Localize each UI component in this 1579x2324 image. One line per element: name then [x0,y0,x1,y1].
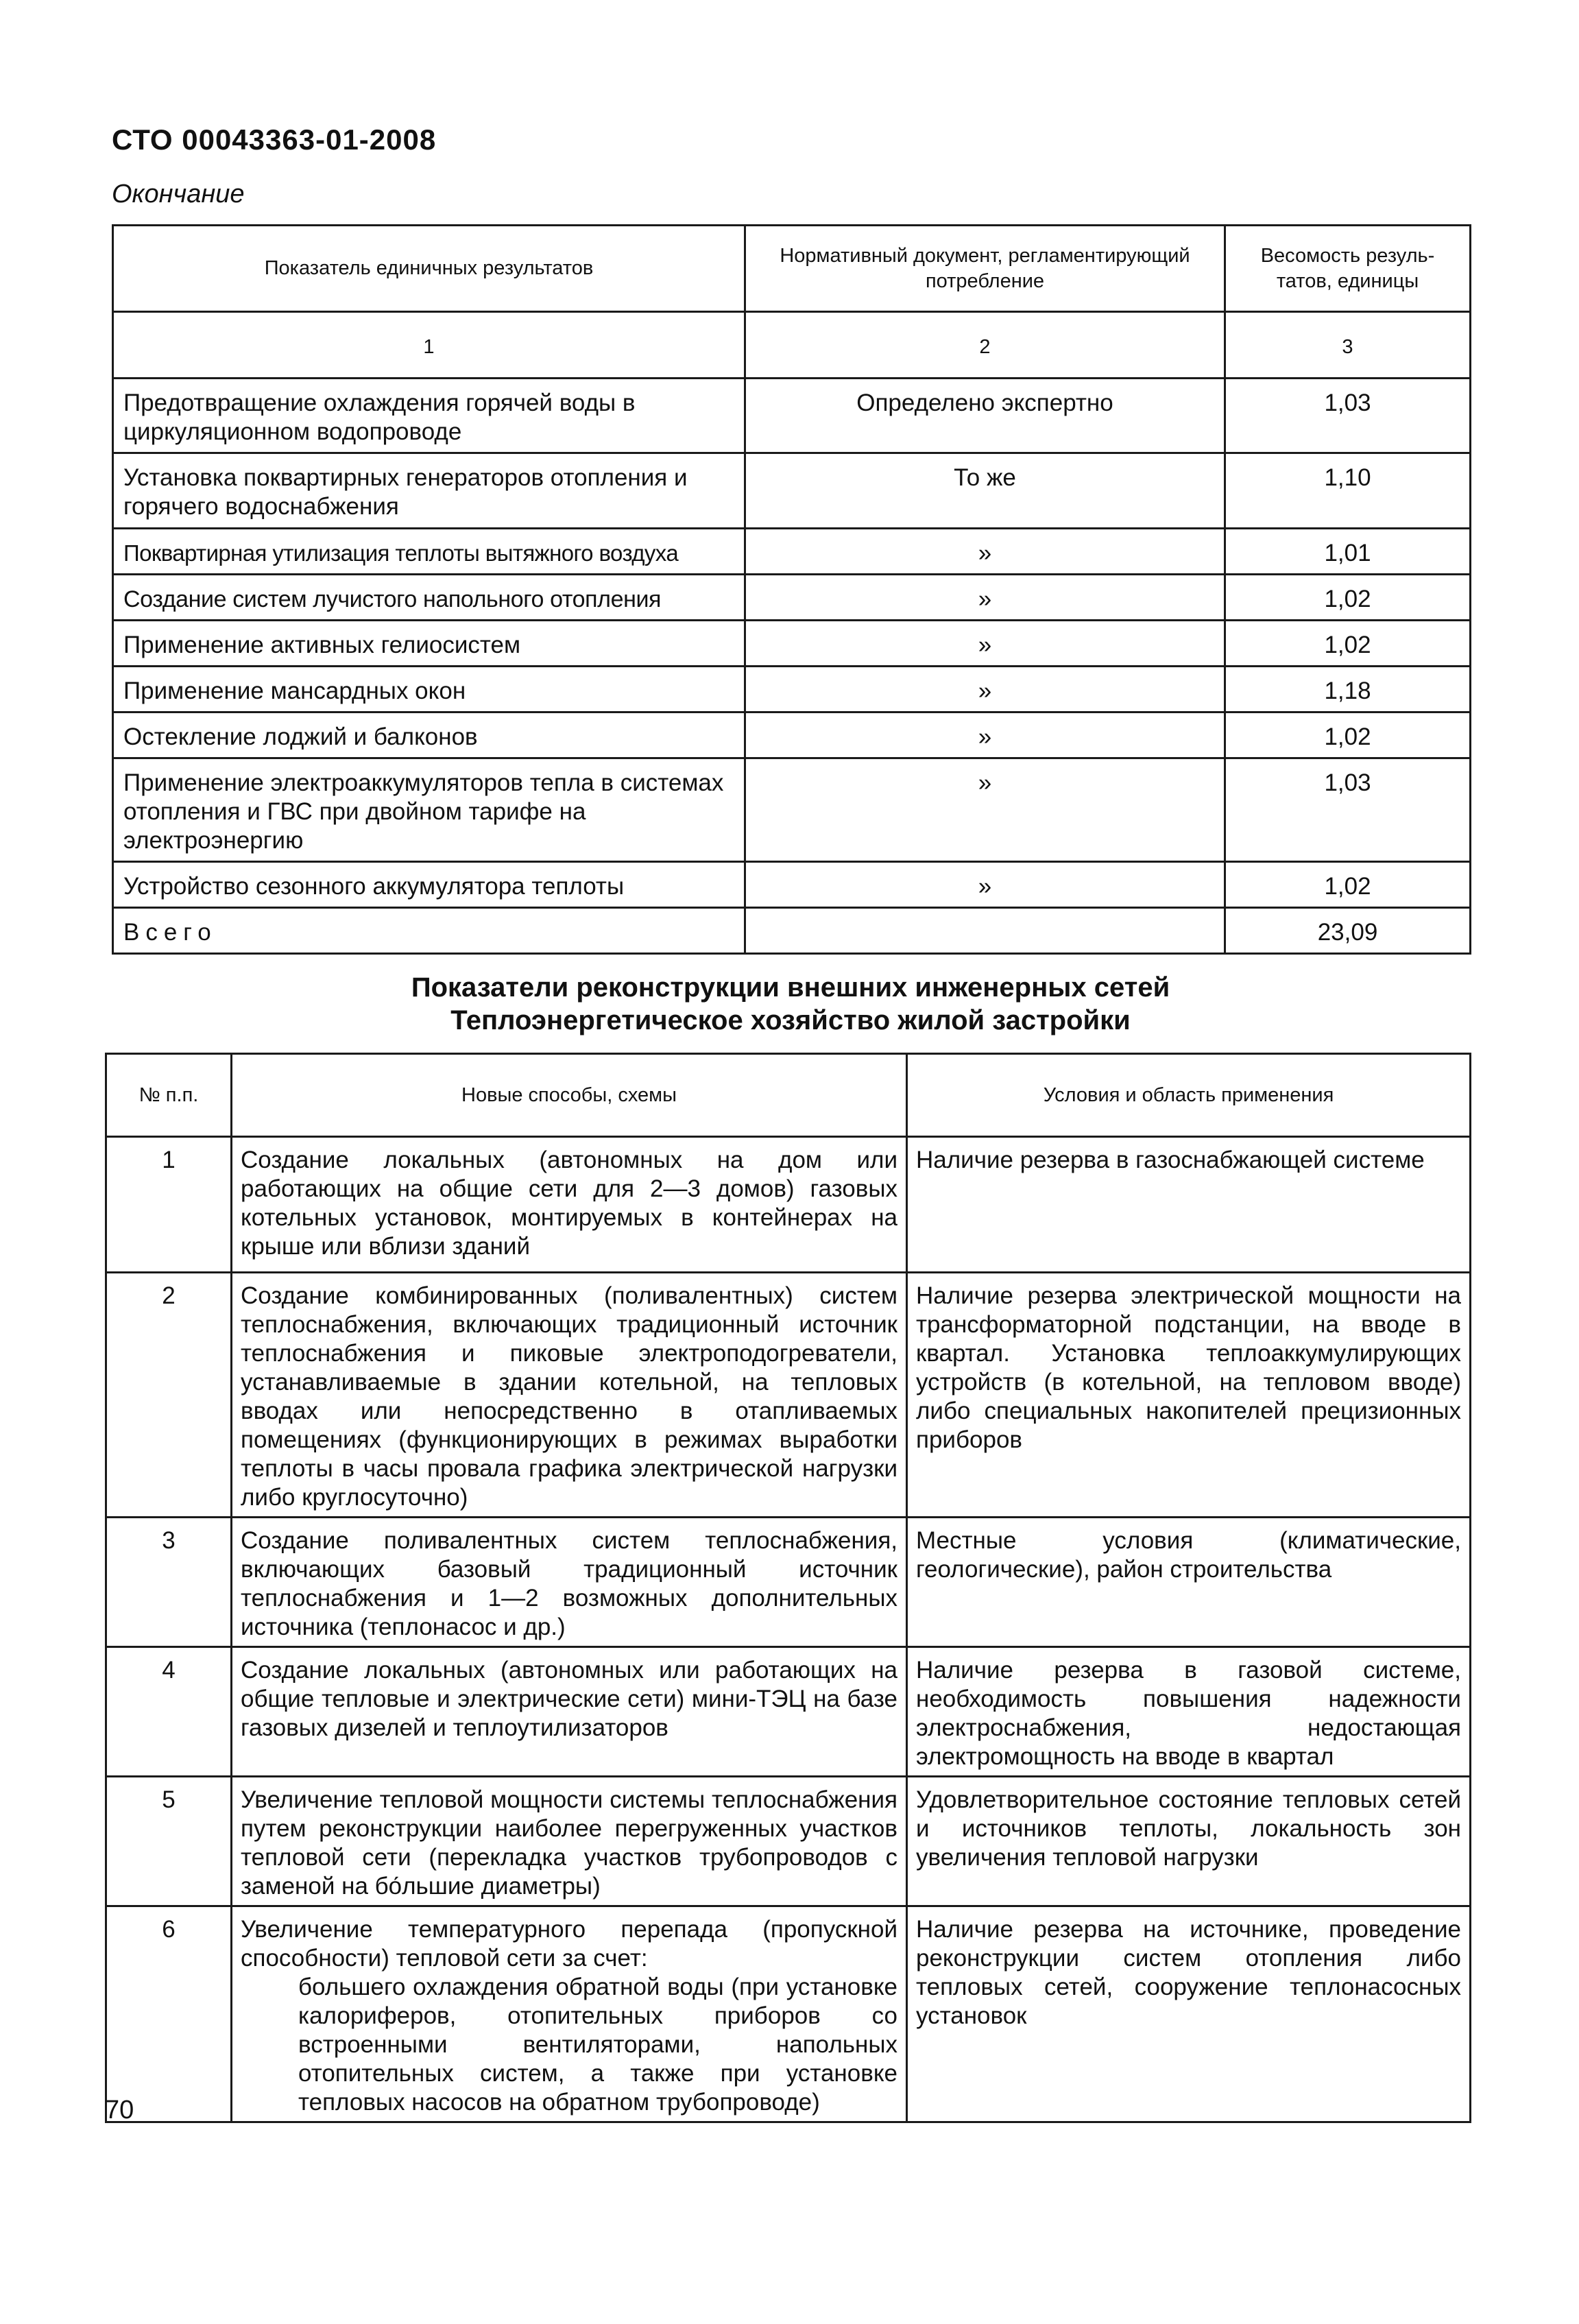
row-number: 1 [106,1137,232,1273]
document-cell: » [745,575,1225,621]
weight-cell: 1,01 [1225,529,1471,575]
table-row [106,1137,1471,1273]
reconstruction-table [105,1053,1471,2123]
total-value: 23,09 [1225,908,1471,954]
continuation-label: Окончание [112,180,245,208]
document-cell: » [745,529,1225,575]
method-intro: Увеличение температурного перепада (пропускной способности) тепловой сети за счет: [241,1916,897,1972]
document-cell: Определено экспертно [745,379,1225,453]
method-cell: Создание локальных (автономных или работающих на общие тепловые и электрические сети) мини-ТЭЦ на базе газовых дизелей и теплоутилизаторов [232,1647,907,1777]
method-cell: Создание комбинированных (поливалентных) систем теплоснабжения, включающих традиционный источник теплоснабжения и пиковые электроподогреватели, устанавливаемые в здании котельной, на тепловых вводах или непосредственно в отапливаемых помещениях (функционирующих в режимах выработки теплоты в часы провала графика электрической нагрузки либо круглосуточно) [232,1273,907,1518]
method-cell [232,1906,907,2122]
table-row [113,575,1471,621]
section-title [112,971,1469,1037]
column-header-indicator: Показатель единичных результатов [113,226,745,312]
method-cell: Увеличение тепловой мощности системы теплоснабжения путем реконструкции наиболее перегруженных участков тепловой сети (перекладка участков трубопроводов с заменой на бо́льшие диаметры) [232,1777,907,1906]
weight-cell: 1,02 [1225,862,1471,908]
total-row [113,908,1471,954]
table-row [113,667,1471,712]
weight-cell: 1,03 [1225,379,1471,453]
empty-cell [745,908,1225,954]
conditions-cell: Наличие резерва на источнике, проведение реконструкции систем отопления либо тепловых сетей, сооружение теплонасосных установок [907,1906,1471,2122]
column-number: 1 [113,312,745,379]
table-row [113,379,1471,453]
document-cell: » [745,758,1225,862]
row-number: 2 [106,1273,232,1518]
indicator-cell: Устройство сезонного аккумулятора теплоты [113,862,745,908]
document-cell: » [745,667,1225,712]
column-header-conditions: Условия и область применения [907,1054,1471,1137]
column-number: 2 [745,312,1225,379]
weight-cell: 1,10 [1225,453,1471,529]
row-number: 4 [106,1647,232,1777]
document-code: СТО 00043363-01-2008 [112,123,437,156]
table-row [106,1777,1471,1906]
conditions-cell: Местные условия (климатические, геологические), район строительства [907,1518,1471,1647]
row-number: 5 [106,1777,232,1906]
weight-cell: 1,18 [1225,667,1471,712]
section-subtitle-line: Теплоэнергетическое хозяйство жилой застройки [450,1005,1131,1035]
weight-cell: 1,02 [1225,621,1471,667]
conditions-cell: Наличие резерва электрической мощности на трансформаторной подстанции, на вводе в квартал. Установка теплоаккумулирующих устройств (в котельной, на тепловом вводе) либо специальных накопителей прецизионных приборов [907,1273,1471,1518]
table-row [113,529,1471,575]
column-number: 3 [1225,312,1471,379]
document-cell: » [745,712,1225,758]
conditions-cell: Удовлетворительное состояние тепловых сетей и источников теплоты, локальность зон увеличения тепловой нагрузки [907,1777,1471,1906]
document-cell: » [745,862,1225,908]
document-cell: » [745,621,1225,667]
table-row [113,453,1471,529]
indicator-cell: Поквартирная утилизация теплоты вытяжного воздуха [113,529,745,575]
row-number: 6 [106,1906,232,2122]
column-header-weight: Весомость резуль-татов, единицы [1225,226,1471,312]
method-cell: Создание поливалентных систем теплоснабжения, включающих базовый традиционный источник теплоснабжения и 1—2 возможных дополнительных источника (теплонасос и др.) [232,1518,907,1647]
indicator-cell: Создание систем лучистого напольного отопления [113,575,745,621]
table-row [113,621,1471,667]
indicator-cell: Применение активных гелиосистем [113,621,745,667]
page-number: 70 [105,2096,134,2124]
conditions-cell: Наличие резерва в газоснабжающей системе [907,1137,1471,1273]
table-row [113,712,1471,758]
indicator-cell: Предотвращение охлаждения горячей воды в циркуляционном водопроводе [113,379,745,453]
weights-table [112,224,1471,955]
conditions-cell: Наличие резерва в газовой системе, необходимость повышения надежности электроснабжения, недостающая электромощность на вводе в квартал [907,1647,1471,1777]
table-row [106,1647,1471,1777]
section-title-line: Показатели реконструкции внешних инженерных сетей [411,972,1170,1003]
table-row [113,758,1471,862]
method-detail: большего охлаждения обратной воды (при установке калориферов, отопительных приборов со встроенными вентиляторами, напольных отопительных систем, а также при установке тепловых насосов на обратном трубопроводе) [298,1974,897,2116]
indicator-cell: Установка поквартирных генераторов отопления и горячего водоснабжения [113,453,745,529]
table-header-row [113,226,1471,312]
weight-cell: 1,03 [1225,758,1471,862]
table-header-row [106,1054,1471,1137]
total-label: Всего [113,908,745,954]
row-number: 3 [106,1518,232,1647]
table-row [113,862,1471,908]
method-cell: Создание локальных (автономных на дом или работающих на общие сети для 2—3 домов) газовых котельных установок, монтируемых в контейнерах на крыше или вблизи зданий [232,1137,907,1273]
document-cell: То же [745,453,1225,529]
indicator-cell: Остекление лоджий и балконов [113,712,745,758]
table-row [106,1518,1471,1647]
table-row [106,1273,1471,1518]
indicator-cell: Применение электроаккумуляторов тепла в системах отопления и ГВС при двойном тарифе на электроэнергию [113,758,745,862]
indicator-cell: Применение мансардных окон [113,667,745,712]
table-row [106,1906,1471,2122]
column-header-method: Новые способы, схемы [232,1054,907,1137]
weight-cell: 1,02 [1225,712,1471,758]
weight-cell: 1,02 [1225,575,1471,621]
column-numbers-row [113,312,1471,379]
column-header-number: № п.п. [106,1054,232,1137]
column-header-document: Нормативный документ, регламентирующий потребление [745,226,1225,312]
